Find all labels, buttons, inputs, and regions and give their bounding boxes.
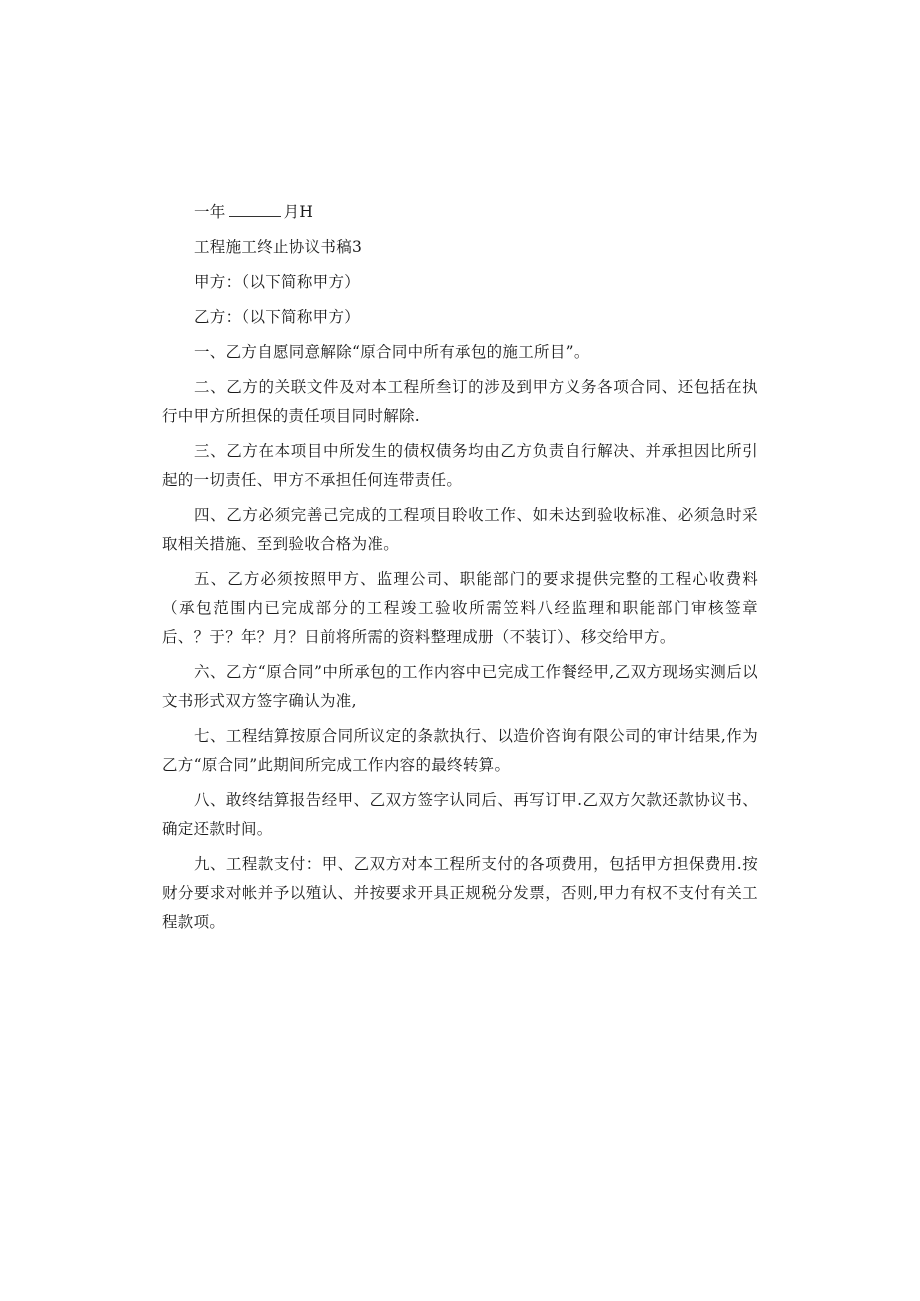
date-prefix: 一年 — [194, 203, 226, 221]
clause-6: 六、乙方“原合同”中所承包的工作内容中已完成工作餐经甲,乙双方现场实测后以文书形式双方签字确认为准, — [162, 663, 758, 710]
clause-5: 五、乙方必须按照甲方、监理公司、职能部门的要求提供完整的工程心收费料（承包范围内已完成部分的工程竣工验收所需笠料八经监理和职能部门审核签章后、？于？年？月？日前将所需的资料整理成册（不装订）、移交给甲方。 — [162, 570, 758, 646]
date-blank — [229, 202, 281, 217]
date-suffix: 月H — [283, 203, 314, 221]
clause-3: 三、乙方在本项目中所发生的债权债务均由乙方负责自行解决、并承担因比所引起的一切责任、甲方不承担任何连带责任。 — [162, 442, 758, 489]
clause-2: 二、乙方的关联文件及对本工程所叁订的涉及到甲方义务各项合同、还包括在执行中甲方所担保的责任项目同时解除. — [162, 378, 758, 425]
clause-9: 九、工程款支付：甲、乙双方对本工程所支付的各项费用，包括甲方担保费用.按财分要求对帐并予以殖认、并按要求开具正规税分发票，否则,甲力有权不支付有关工程款项。 — [162, 855, 758, 931]
clause-1: 一、乙方自愿同意解除“原合同中所有承包的施工所目”。 — [194, 343, 590, 361]
clause-7: 七、工程结算按原合同所议定的条款执行、以造价咨询有限公司的审计结果,作为乙方“原合同”此期间所完成工作内容的最终转算。 — [162, 727, 758, 774]
date-line — [162, 198, 758, 227]
document-title: 工程施工终止协议书稿3 — [194, 238, 363, 256]
party-a: 甲方：（以下简称甲方） — [194, 273, 361, 291]
document-body — [162, 198, 758, 943]
clause-8: 八、敢终结算报告经甲、乙双方签字认同后、再写订甲.乙双方欠款还款协议书、确定还款时间。 — [162, 791, 758, 838]
party-b: 乙方：（以下简称甲方） — [194, 308, 361, 326]
clause-4: 四、乙方必须完善己完成的工程项目聆收工作、如未达到验收标准、必须急时采取相关措施、至到验收合格为准。 — [162, 506, 758, 553]
